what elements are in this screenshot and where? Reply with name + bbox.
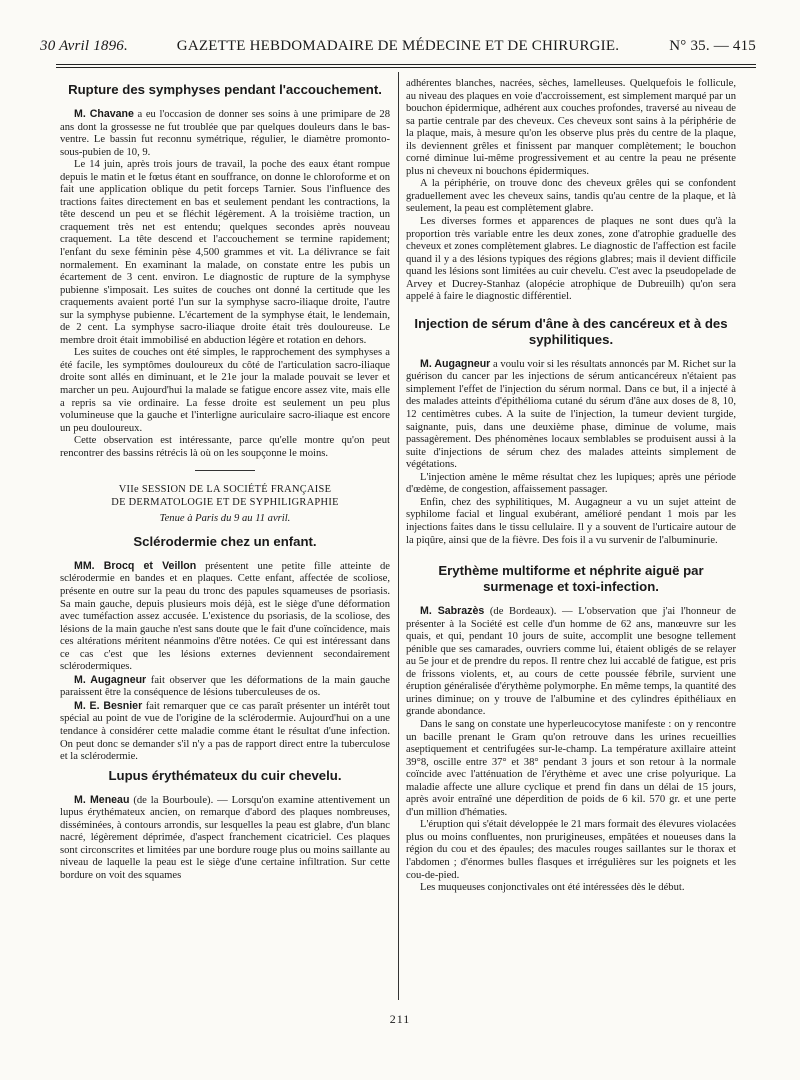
speaker-name: M. Chavane	[74, 108, 134, 120]
paragraph: Les muqueuses conjonctivales ont été intéressées dès le début.	[420, 882, 685, 894]
header-rule	[56, 64, 756, 65]
article-title: Lupus érythémateux du cuir chevelu.	[108, 767, 342, 783]
header-rule-2	[56, 67, 756, 68]
speaker-name: M. E. Besnier	[74, 699, 143, 712]
paragraph: L'éruption qui s'était développée le 21 mars formait des élevures violacées plus ou moins confluentes, non prurigineuses, empâtées et noueuses dans la région du cou et des épaules; des macules rouges saillantes sur le thorax et l'abdomen ; d'énormes bulles flasques et irrégulières sur les poignets et les cou-de-pied.	[406, 819, 736, 881]
running-head	[40, 38, 756, 62]
article-title: Injection de sérum d'âne à des cancéreux et à des syphilitiques.	[414, 315, 728, 347]
session-header	[60, 483, 390, 509]
session-meta: Tenue à Paris du 9 au 11 avril.	[159, 513, 291, 525]
speaker-name: M. Sabrazès	[420, 605, 485, 618]
article-title: Erythème multiforme et néphrite aiguë par surmenage et toxi-infection.	[438, 563, 704, 595]
session-line: DE DERMATOLOGIE ET DE SYPHILIGRAPHIE	[111, 497, 339, 509]
paragraph: Le 14 juin, après trois jours de travail, la poche des eaux étant rompue depuis le matin et le fœtus étant en souffrance, on donne le chloroforme et on fait une application oblique du petit forceps Tarnier. Sous l'influence des tractions faites directement en bas et seulement pendant les contractions, la tête descend un peu et se fléchit légèrement. A la troisième traction, un craquement très net est entendu; quelques secondes après nouveau craquement. La tête descend et l'accouchement se termine rapidement; l'enfant du sexe féminin pèse 4,500 grammes et vit. La délivrance se fait normalement. En examinant la malade, on constate entre les pubis un écartement de 3 cent. environ. Le diagnostic de rupture de la symphyse pubienne s'imposait. Les suites de couches ont donné la certitude que les craquements avaient porté l'un sur la symphyse sacro-iliaque droite, l'autre sur la symphyse pubienne. L'écartement de la symphyse était, le lendemain, de 2 cent. La symphyse sacro-iliaque droite était très douloureuse. Le membre droit était immobilisé en abduction légère et rotation en dehors.	[60, 159, 390, 346]
paragraph-text: présentent une petite fille atteinte de sclérodermie en bandes et en plaques. Cette enfant, affectée de scoliose, présente en outre sur la peau du tronc des papules squameuses de psoriasis. Sa main gauche, depuis plusieurs mois déjà, est le siège d'une déformation avec tuméfaction assez accusée. L'existence du psoriasis, de la scoliose, des lésions de la main gauche n'est sans doute que le fait d'une coïncidence, mais ces altérations méritent néanmoins d'être notées. Ce qui est intéressant dans ce cas c'est que les lésions externes deviennent secondairement sclérodermiques.	[60, 560, 390, 673]
paragraph: A la périphérie, on trouve donc des cheveux grêles qui se confondent graduellement avec les cheveux sains, tandis qu'au centre de la plaque, et là seulement, la peau est complètement glabre.	[406, 178, 736, 215]
section-divider	[195, 470, 255, 471]
paragraph: L'injection amène le même résultat chez les lupiques; après une période d'œdème, de congestion, affaissement passager.	[406, 471, 736, 496]
right-column	[406, 78, 736, 895]
journal-title: GAZETTE HEBDOMADAIRE DE MÉDECINE ET DE CHIRURGIE.	[176, 38, 620, 54]
article-title: Sclérodermie chez un enfant.	[133, 533, 317, 549]
issue-date: 30 Avril 1896.	[40, 38, 128, 54]
paragraph	[60, 794, 390, 883]
session-line: VIIe SESSION DE LA SOCIÉTÉ FRANÇAISE	[118, 484, 332, 496]
paragraph: Dans le sang on constate une hyperleucocytose manifeste : on y rencontre un bacille prenant le Gram qu'on retrouve dans les urines recueillies aseptiquement et centrifugées sur-le-champ. La température axillaire atteint 39°8, oscille entre 37° et 38° pendant 3 jours et son retour à la normale coïncide avec l'atténuation de l'érythème et avec une crise polyurique. La maladie affecte une allure cyclique et prend fin dans un délai de 15 jours, après avoir entraîné une déperdition de poids de 6 kil. 570 gr. et une perte d'un million d'hématies.	[406, 718, 736, 818]
paragraph	[60, 674, 390, 700]
paragraph-text: a eu l'occasion de donner ses soins à une primipare de 28 ans dont la grossesse ne fut troublée que par quelques douleurs dans le bas-ventre. Le bassin fut reconnu symétrique, régulier, le diamètre promonto-sous-pubien de 10, 9.	[60, 109, 390, 158]
paragraph	[60, 108, 390, 159]
page-number: N° 35. — 415	[669, 38, 756, 54]
paragraph: Les diverses formes et apparences de plaques ne sont dues qu'à la proportion très variable entre les deux zones, zone d'atrophie graduelle des cheveux et zones complètement glabres. Le diagnostic de l'affection est facile quand il y a des lésions typiques des régions glabres; mais il devient difficile quand les lésions sont limitées au cuir chevelu. C'est avec la pseudopelade de Arvey et Ducrey-Stanhaz (alopécie atrophique de Dubreuilh) qu'on sera appelé à faire le diagnostic différentiel.	[406, 216, 736, 303]
column-divider	[398, 72, 399, 1000]
paragraph	[60, 700, 390, 764]
paragraph: Les suites de couches ont été simples, le rapprochement des symphyses a été facile, les symptômes douloureux du côté de l'articulation sacro-iliaque droite sont allés en diminuant, et le 21e jour la malade pouvait se lever et marcher un peu. Aujourd'hui la malade se fatigue encore assez vite, mais elle a repris sa vie ordinaire. La fesse droite est seulement un peu plus volumineuse que la gauche et l'interligne auriculaire sacro-iliaque est encore un peu douloureux.	[60, 347, 390, 434]
left-column	[60, 78, 390, 882]
paragraph	[60, 560, 390, 674]
speaker-name: MM. Brocq et Veillon	[74, 559, 197, 572]
paragraph: adhérentes blanches, nacrées, sèches, lamelleuses. Quelquefois le follicule, au niveau des plaques en voie d'accroissement, est simplement marqué par un bouchon épidermique, adhérent aux couches profondes, traversé au niveau de sa partie centrale par des cheveux. Ces cheveux sont sains à la périphérie de la plaque, mais, à mesure qu'on les observe plus près du centre de la plaque, ils deviennent grêles et finissent par manquer complètement; le bouchon corné diminue lui-même progressivement et au centre la peau ne présente plus ni cheveux ni bouchons épidermiques.	[406, 78, 736, 177]
paragraph: Enfin, chez des syphilitiques, M. Augagneur a vu un sujet atteint de syphilome facial et lingual exubérant, amélioré pendant 1 mois par les injections faites dans le tissu cellulaire. Il y a souvent de l'urticaire autour de la piqûre, ainsi que de la fièvre. Des fois il a vu survenir de l'albuminurie.	[406, 496, 736, 546]
paragraph: Cette observation est intéressante, parce qu'elle montre qu'on peut rencontrer des bassins rétrécis là où on les soupçonne le moins.	[60, 435, 390, 459]
speaker-name: M. Augagneur	[74, 673, 147, 686]
paragraph	[406, 358, 736, 472]
paragraph-text: a voulu voir si les résultats annoncés par M. Richet sur la guérison du cancer par les injections de sérum anticancéreux n'étaient pas simplement l'effet de l'injection du sérum normal. Dans ce but, il a injecté à des malades atteints d'épithélioma cutané du sérum d'âne aux doses de 8, 10, 12 centimètres cubes. A la suite de l'injection, la tumeur devient turgide, saignante, puis, dans une deuxième phase, diminue de volume, mais passagèrement. Des phénomènes locaux semblables se produisent aussi à la suite d'injections de sérum chez des malades atteints simplement de végétations.	[406, 358, 737, 471]
speaker-name: M. Augagneur	[420, 357, 491, 370]
paragraph	[406, 605, 736, 719]
paragraph-text: (de Bordeaux). — L'observation que j'ai l'honneur de présenter à la Société est celle d'un homme de 62 ans, manœuvre sur les quais, et qui, pendant 10 jours de suite, accomplit une besogne tellement pénible que ses camarades, ouvriers comme lui, étaient obligés de se relayer au 5e jour et de prendre du repos. Il rentre chez lui accablé de fatigue, est pris de frissons violents, et, au cours de cette poussée fébrile, survient une éruption généralisée d'érythème polymorphe. En même temps, la quantité des urines diminue; on y trouve de l'albumine et des cylindres épithéliaux en grande abondance.	[406, 606, 736, 718]
paragraph-text: fait remarquer que ce cas paraît présenter un intérêt tout spécial au point de vue de l'origine de la sclérodermie. Aujourd'hui on a une tendance à considérer cette maladie comme étant le résultat d'une infection. On peut donc se demander s'il n'y a pas de rapport direct entre la tuberculose et la sclérodermie.	[60, 700, 390, 763]
speaker-name: M. Meneau	[74, 793, 130, 806]
sheet-number: 211	[389, 1012, 411, 1026]
paragraph-text: (de la Bourboule). — Lorsqu'on examine attentivement un lupus érythémateux ancien, on remarque d'abord des plaques nombreuses, disséminées, à contours arrondis, sur lesquelles la peau est glabre, d'un blanc nacré, légèrement déprimée, d'aspect franchement cicatriciel. Ces plaques sont circonscrites et limitées par une bordure rouge plus ou moins saillante au niveau de laquelle la peau est le siège d'une certaine infiltration. Sur cette bordure on voit des squames	[60, 794, 391, 881]
paragraph-text: fait observer que les déformations de la main gauche paraissent être la conséquence de lésions tuberculeuses de os.	[60, 674, 390, 699]
article-title: Rupture des symphyses pendant l'accouchement.	[68, 82, 382, 97]
